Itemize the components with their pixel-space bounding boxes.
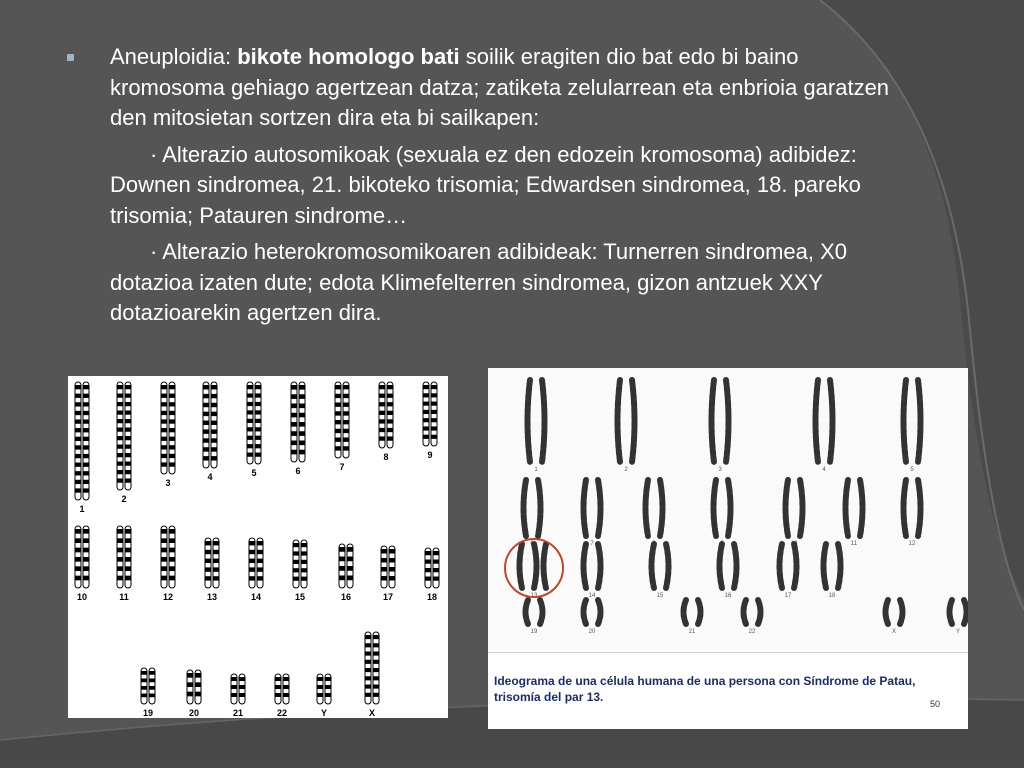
idiogram-chromosome-13 [205, 538, 219, 588]
bullet-icon [67, 54, 74, 61]
photo-label: 19 [530, 629, 538, 635]
idiogram-label: 4 [207, 472, 213, 482]
idiogram-label: 1 [79, 504, 85, 514]
photo-chromosome-pair-1 [528, 380, 545, 462]
idiogram-chromosome-3 [161, 382, 175, 474]
idiogram-chromosome-9 [423, 382, 437, 446]
photo-chromosome-pair-17 [780, 544, 797, 588]
caption-box [488, 652, 968, 729]
photo-label: 5 [910, 467, 914, 473]
photo-label: 15 [656, 593, 664, 599]
karyotype-caption: Ideograma de una célula humana de una persona con Síndrome de Patau, trisomía del par 13. [494, 674, 916, 704]
idiogram-chromosome-21 [231, 674, 245, 704]
idiogram-chromosome-1 [75, 382, 89, 500]
idiogram-chromosome-11 [117, 526, 131, 588]
photo-label: 9 [720, 541, 724, 547]
photo-label: 17 [784, 593, 792, 599]
photo-chromosome-pair-12 [904, 480, 921, 536]
photo-chromosome-pair-18 [824, 544, 841, 588]
idiogram-chromosome-2 [117, 382, 131, 490]
idiogram-label: 19 [142, 708, 154, 718]
idiogram-chromosome-15 [293, 540, 307, 588]
photo-chromosome-pair-19 [526, 600, 543, 624]
idiogram-label: 7 [339, 462, 345, 472]
photo-label: 11 [850, 541, 858, 547]
photo-chromosome-pair-11 [846, 480, 863, 536]
photo-chromosome-pair-10 [786, 480, 803, 536]
photo-label: 2 [624, 467, 628, 473]
photo-label: X [891, 629, 897, 635]
idiogram-label: 6 [295, 466, 301, 476]
idiogram-chromosome-12 [161, 526, 175, 588]
idiogram-label: 15 [294, 592, 306, 602]
idiogram-label: 11 [119, 592, 129, 602]
photo-label: 4 [822, 467, 826, 473]
photo-chromosome-pair-20 [584, 600, 601, 624]
photo-label: 1 [534, 467, 538, 473]
idiogram-label: 12 [162, 592, 174, 602]
idiogram-chromosome-16 [339, 544, 353, 588]
idiogram-label: 8 [383, 452, 389, 462]
photo-chromosome-pair-14 [584, 544, 601, 588]
photo-label: 8 [652, 541, 656, 547]
photo-label: Y [955, 629, 961, 635]
idiogram-label: X [368, 708, 376, 718]
idiogram-panel [68, 376, 448, 718]
idiogram-label: 21 [232, 708, 244, 718]
photo-chromosome-pair-6 [524, 480, 541, 536]
slide-body-text [110, 42, 900, 329]
photo-chromosome-pair-3 [712, 380, 729, 462]
photo-chromosome-pair-7 [584, 480, 601, 536]
idiogram-label: 18 [426, 592, 438, 602]
para1-bold: bikote homologo bati [237, 44, 460, 69]
idiogram-chromosome-22 [275, 674, 289, 704]
idiogram-chromosome-17 [381, 546, 395, 588]
idiogram-chromosome-7 [335, 382, 349, 458]
photo-chromosome-pair-2 [618, 380, 635, 462]
page-number: 50 [929, 699, 940, 709]
photo-label: 16 [724, 593, 732, 599]
idiogram-label: 3 [165, 478, 171, 488]
para1-prefix: Aneuploidia: [110, 44, 238, 69]
idiogram-chromosome-14 [249, 538, 263, 588]
trisomy-13-highlight [504, 538, 564, 598]
photo-label: 22 [748, 629, 756, 635]
photo-label: 12 [908, 541, 916, 547]
idiogram-chromosome-5 [247, 382, 261, 464]
photo-chromosome-pair-15 [652, 544, 669, 588]
photo-chromosome-pair-X [886, 600, 903, 624]
photo-label: 14 [588, 593, 596, 599]
idiogram-label: 17 [382, 592, 394, 602]
idiogram-chromosome-Y [317, 674, 331, 704]
idiogram-label: 13 [206, 592, 218, 602]
karyotype-photo-panel [488, 368, 968, 728]
photo-chromosome-pair-Y [950, 600, 967, 624]
idiogram-chromosome-18 [425, 548, 439, 588]
photo-label: 13 [530, 593, 538, 599]
photo-chromosome-pair-8 [646, 480, 663, 536]
idiogram-chromosomes [68, 376, 448, 718]
photo-chromosome-pair-9 [714, 480, 731, 536]
heterochromosomal-paragraph: · Alterazio heterokromosomikoaren adibideak: Turnerren sindromea, X0 dotazioa izaten dute; edota Klimefelterren sindromea, gizon antzuek XXY dotazioarekin agertzen dira. [110, 239, 848, 325]
photo-label: 10 [790, 541, 798, 547]
idiogram-label: 2 [121, 494, 127, 504]
para1-rest: soilik eragiten dio bat edo bi baino kromosoma gehiago agertzean datza; zatiketa zelularrean eta enbrioia garatzen den mitosietan sortzen dira eta bi sailkapen: [110, 44, 890, 130]
aneuploidia-paragraph [110, 42, 900, 134]
idiogram-label: 20 [188, 708, 200, 718]
idiogram-label: 16 [340, 592, 352, 602]
idiogram-label: 14 [250, 592, 262, 602]
idiogram-label: 10 [76, 592, 88, 602]
photo-label: 7 [590, 541, 594, 547]
photo-label: 20 [588, 629, 596, 635]
idiogram-chromosome-10 [75, 526, 89, 588]
photo-label: 6 [530, 541, 534, 547]
idiogram-label: 9 [427, 450, 433, 460]
idiogram-chromosome-6 [291, 382, 305, 462]
idiogram-chromosome-8 [379, 382, 393, 448]
idiogram-label: Y [320, 708, 328, 718]
autosomal-paragraph: · Alterazio autosomikoak (sexuala ez den edozein kromosoma) adibidez: Downen sindromea, 21. bikoteko trisomia; Edwardsen sindromea, 18. pareko trisomia; Patauren sindrome… [110, 141, 861, 228]
photo-label: 21 [688, 629, 696, 635]
idiogram-chromosome-19 [141, 668, 155, 704]
idiogram-label: 22 [276, 708, 288, 718]
photo-chromosome-pair-22 [744, 600, 761, 624]
photo-chromosome-pair-5 [904, 380, 921, 462]
idiogram-chromosome-X [365, 632, 379, 704]
photo-chromosome-pair-4 [816, 380, 833, 462]
idiogram-chromosome-4 [203, 382, 217, 468]
photo-chromosome-pair-21 [684, 600, 701, 624]
idiogram-chromosome-20 [187, 670, 201, 704]
photo-label: 3 [718, 467, 722, 473]
idiogram-label: 5 [251, 468, 257, 478]
karyotype-photo [488, 368, 968, 652]
photo-label: 18 [828, 593, 836, 599]
photo-chromosome-pair-16 [720, 544, 737, 588]
